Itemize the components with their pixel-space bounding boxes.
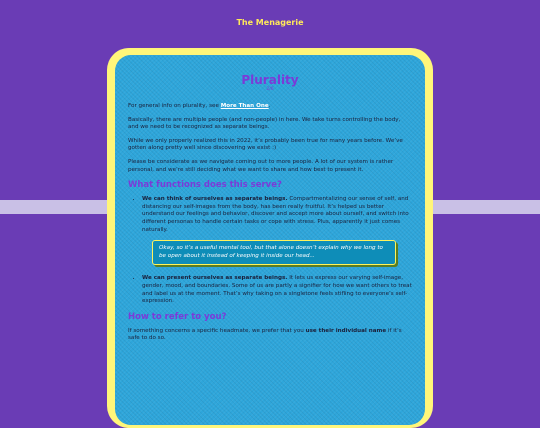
functions-list-continued (128, 275, 412, 305)
list-item (142, 275, 412, 305)
refer-prefix: If something concerns a specific headmate, we prefer that you (128, 327, 306, 334)
refer-bold: use their individual name (305, 327, 387, 334)
list-item (142, 196, 412, 234)
paragraph-realized: While we only properly realized this in 2022, it’s probably been true for many years before. We’ve gotten along pretty well since discovering we exist :) (128, 137, 403, 152)
more-than-one-link[interactable]: More Than One (220, 103, 269, 109)
paragraph-refer (128, 328, 412, 343)
functions-list (128, 196, 412, 234)
content-card (115, 55, 425, 425)
list-item-bold: We can present ourselves as separate beings. (142, 275, 288, 282)
refer-suffix: if it’s safe to do so. (128, 327, 402, 342)
list-item-text: It lets us express our varying self-image, gender, mood, and boundaries. Some of us are partly a signifier for how we want others to treat and label us at the moment. That’s why taking on a singletone feels stifling to everyone’s self-expression. (142, 275, 412, 305)
intro-prefix: For general info on plurality, see (128, 103, 221, 109)
card-content (115, 55, 425, 343)
section-heading-functions: What functions does this serve? (128, 180, 282, 191)
intro-suffix: . (268, 103, 271, 109)
paragraph-considerate: Please be considerate as we navigate coming out to more people. A lot of our system is rather personal, and we’re still deciding what we want to share and how best to present it. (128, 158, 394, 173)
intro-paragraph (128, 103, 412, 111)
section-heading-refer: How to refer to you? (128, 311, 227, 322)
paragraph-basically: Basically, there are multiple people (and non-people) in here. We take turns controlling the body, and we need to be recognized as separate beings. (128, 116, 401, 131)
page-title: Plurality (241, 73, 299, 87)
site-title[interactable]: The Menagerie (236, 18, 304, 27)
list-item-bold: We can think of ourselves as separate beings. (142, 196, 288, 203)
list-item-text: Compartmentalizing our sense of self, and distancing our self-images from the body, has been really fruitful. It’s helped us better understand our feelings and behavior, discover and accept more about ourself, and switch into different personas to handle certain tasks or cope with stress. Plus, apparently it just comes naturally. (142, 196, 409, 233)
callout-note: Okay, so it’s a useful mental tool, but that alone doesn’t explain why we long to be open about it instead of keeping it inside our head... (152, 240, 396, 265)
page-subtitle: 2/6 (266, 87, 274, 92)
